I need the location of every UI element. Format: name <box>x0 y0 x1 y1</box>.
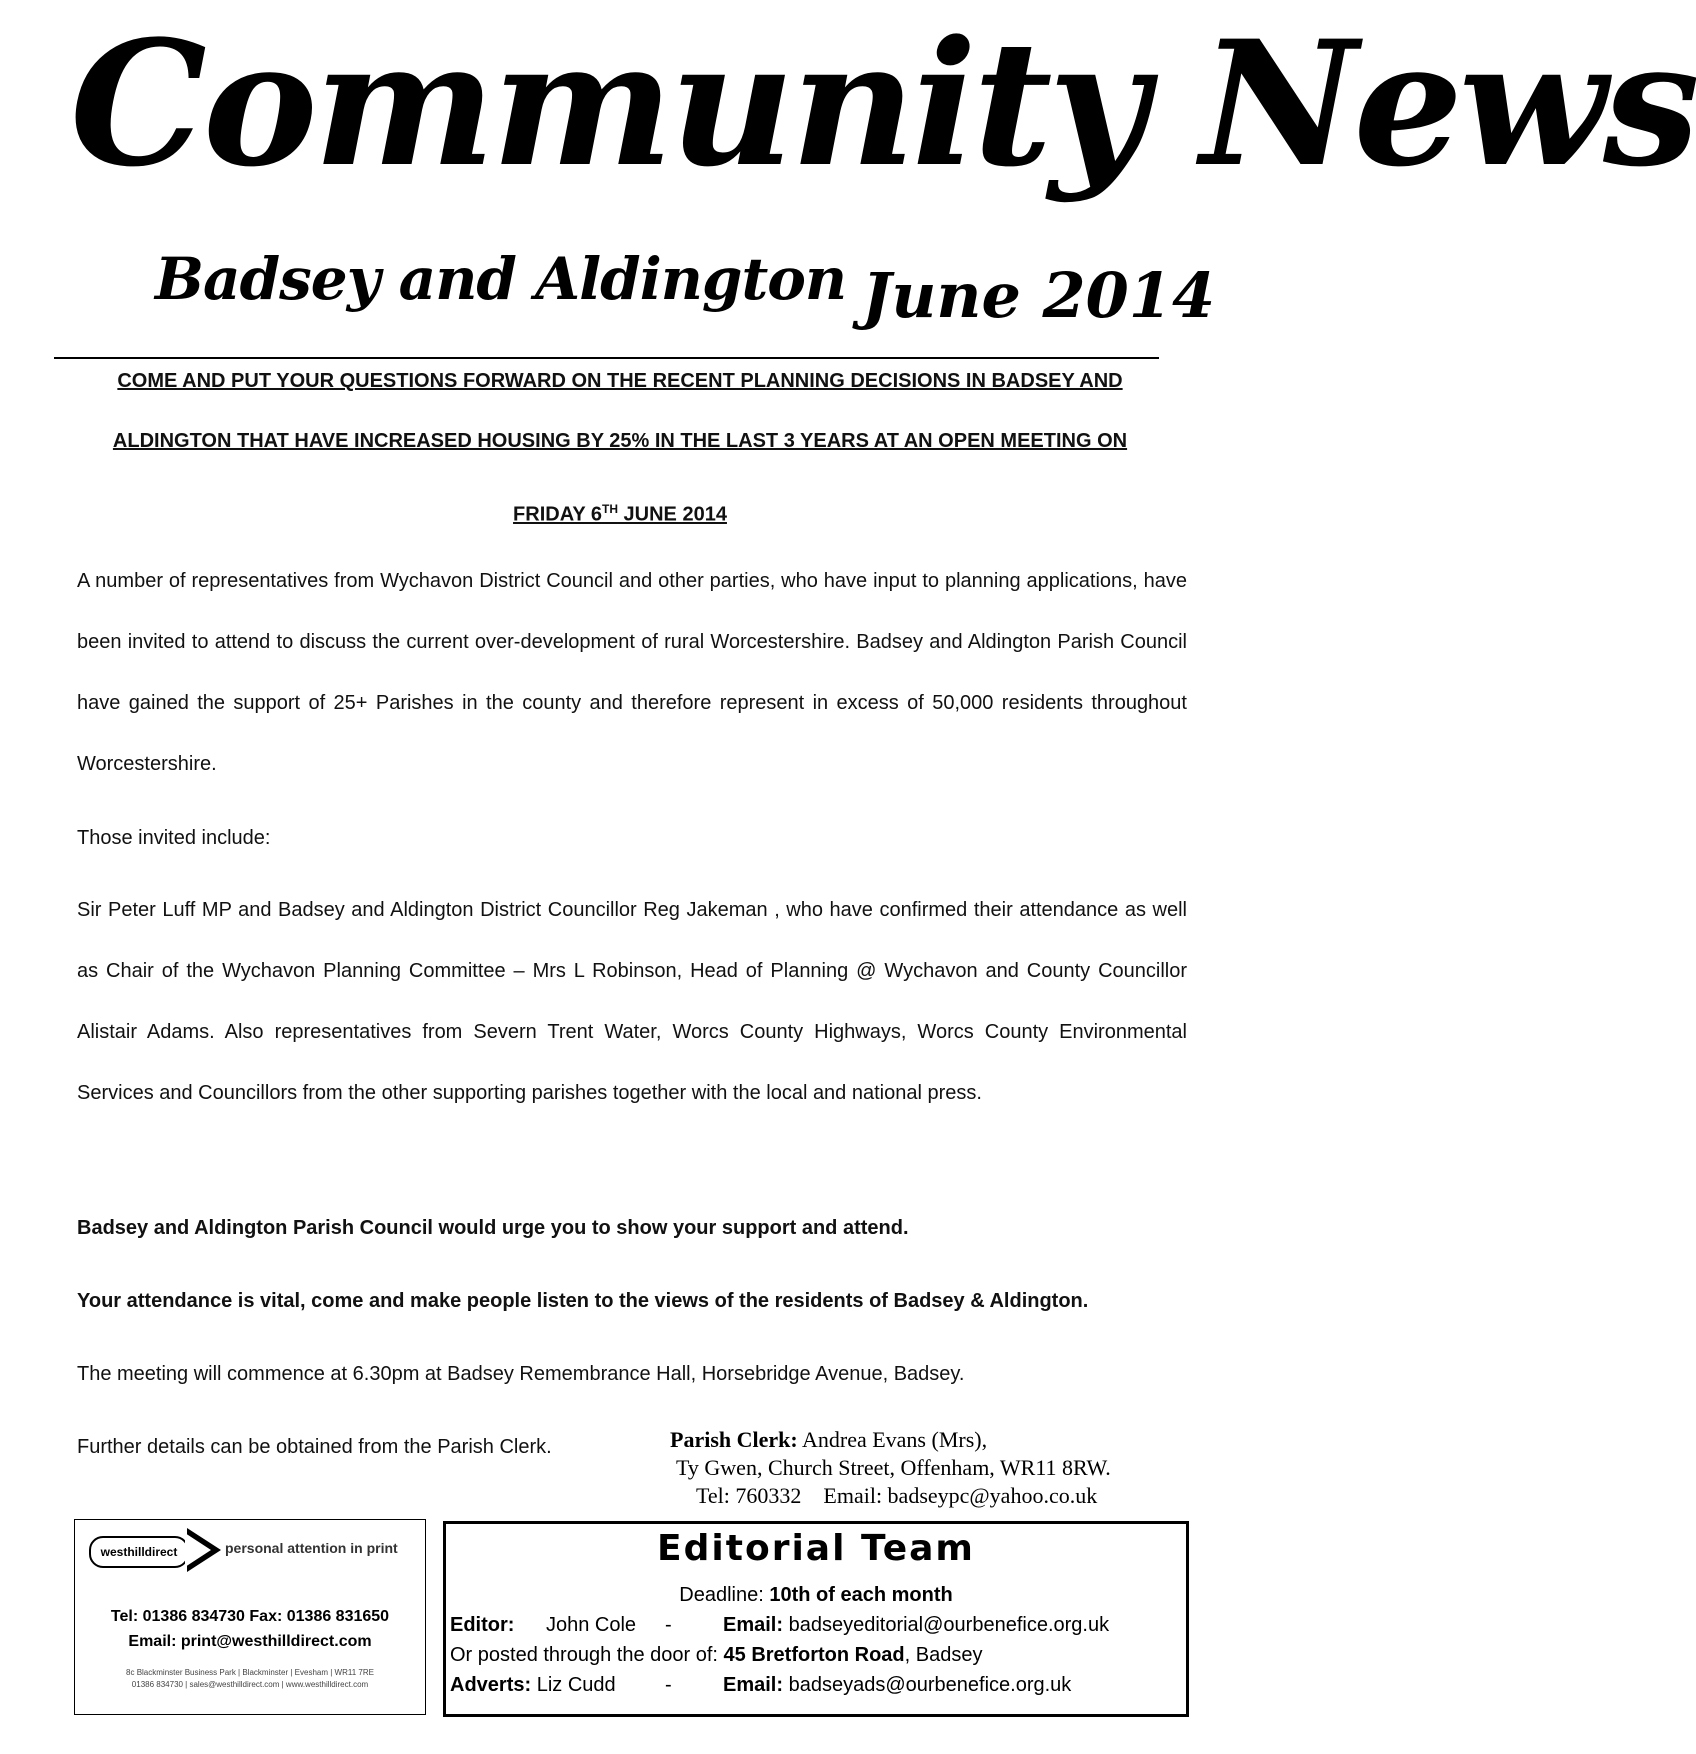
posted-label: Or posted through the door of: <box>450 1644 724 1666</box>
headline-date-post: JUNE 2014 <box>617 503 727 526</box>
parish-clerk-block <box>670 1426 1111 1510</box>
clerk-contact <box>670 1482 1111 1510</box>
invited-intro: Those invited include: <box>77 827 271 849</box>
deadline-label: Deadline: <box>679 1584 770 1606</box>
adverts-label: Adverts: <box>450 1674 532 1696</box>
urge-line: Badsey and Aldington Parish Council would urge you to show your support and attend. <box>77 1217 909 1239</box>
masthead-subtitle: Badsey and Aldington <box>155 245 847 313</box>
editorial-team-box <box>443 1521 1189 1717</box>
westhill-advert <box>74 1519 426 1715</box>
editor-email-label: Email: <box>723 1614 784 1636</box>
clerk-name: Andrea Evans (Mrs), <box>797 1427 988 1452</box>
advert-small-contact: 01386 834730 | sales@westhilldirect.com | www.westhilldirect.com <box>131 1680 369 1689</box>
meeting-line: The meeting will commence at 6.30pm at Badsey Remembrance Hall, Horsebridge Avenue, Badsey. <box>77 1363 965 1385</box>
editorial-deadline <box>446 1583 1186 1607</box>
editor-email-group <box>723 1613 1109 1637</box>
editorial-adverts-line <box>450 1673 1072 1697</box>
editor-dash: - <box>665 1614 672 1636</box>
posted-town: , Badsey <box>904 1644 983 1666</box>
masthead-title: Community News <box>70 2 1696 205</box>
adverts-email-group <box>723 1673 1071 1697</box>
posted-address: 45 Bretforton Road <box>723 1644 905 1666</box>
editor-email: badseyeditorial@ourbenefice.org.uk <box>783 1614 1110 1636</box>
vital-line: Your attendance is vital, come and make people listen to the views of the residents of Badsey & Aldington. <box>77 1290 1089 1312</box>
headline-line-2: ALDINGTON THAT HAVE INCREASED HOUSING BY 25% IN THE LAST 3 YEARS AT AN OPEN MEETING ON <box>112 430 1128 452</box>
editorial-title: Editorial Team <box>657 1528 975 1569</box>
arrow-icon-inner <box>185 1533 211 1567</box>
advert-tagline: personal attention in print <box>225 1540 398 1556</box>
further-details-line: Further details can be obtained from the Parish Clerk. <box>77 1436 552 1458</box>
clerk-label: Parish Clerk: <box>670 1427 798 1452</box>
westhill-logo: westhilldirect <box>89 1536 189 1568</box>
body-paragraph-1: A number of representatives from Wychavon District Council and other parties, who have input to planning applications, have been invited to attend to discuss the current over-development of rural Worcestershire. Badsey and Aldington Parish Council have gained the support of 25+ Parishes in the county and therefore represent in excess of 50,000 residents throughout Worcestershire. <box>77 570 1187 775</box>
clerk-tel: Tel: 760332 <box>696 1483 802 1508</box>
clerk-address: Ty Gwen, Church Street, Offenham, WR11 8RW. <box>676 1455 1111 1480</box>
editorial-editor-line <box>450 1613 1110 1637</box>
headline-date-pre: FRIDAY 6 <box>513 503 602 526</box>
adverts-dash: - <box>665 1674 672 1696</box>
deadline-value: 10th of each month <box>769 1584 953 1606</box>
masthead-rule <box>54 357 1159 359</box>
editor-name: John Cole <box>546 1614 637 1636</box>
editor-label: Editor: <box>450 1614 515 1636</box>
adverts-name: Liz Cudd <box>531 1674 616 1696</box>
headline-line-1: COME AND PUT YOUR QUESTIONS FORWARD ON THE RECENT PLANNING DECISIONS IN BADSEY AND <box>117 370 1123 392</box>
adverts-email: badseyads@ourbenefice.org.uk <box>783 1674 1072 1696</box>
advert-phones: Tel: 01386 834730 Fax: 01386 831650 <box>110 1608 390 1625</box>
editorial-posted-line <box>450 1643 982 1667</box>
masthead-date: June 2014 <box>862 259 1216 332</box>
advert-email: Email: print@westhilldirect.com <box>128 1633 372 1650</box>
headline-date-sup: TH <box>601 502 618 516</box>
advert-small-address: 8c Blackminster Business Park | Blackminster | Evesham | WR11 7RE <box>126 1668 374 1677</box>
clerk-email: Email: badseypc@yahoo.co.uk <box>823 1483 1098 1508</box>
headline-date <box>70 497 1170 527</box>
body-paragraph-2: Sir Peter Luff MP and Badsey and Aldington District Councillor Reg Jakeman , who have confirmed their attendance as well as Chair of the Wychavon Planning Committee – Mrs L Robinson, Head of Planning @ Wychavon and County Councillor Alistair Adams. Also representatives from Severn Trent Water, Worcs County Highways, Worcs County Environmental Services and Councillors from the other supporting parishes together with the local and national press. <box>77 899 1187 1104</box>
clerk-line-1 <box>670 1426 1111 1454</box>
adverts-email-label: Email: <box>723 1674 784 1696</box>
